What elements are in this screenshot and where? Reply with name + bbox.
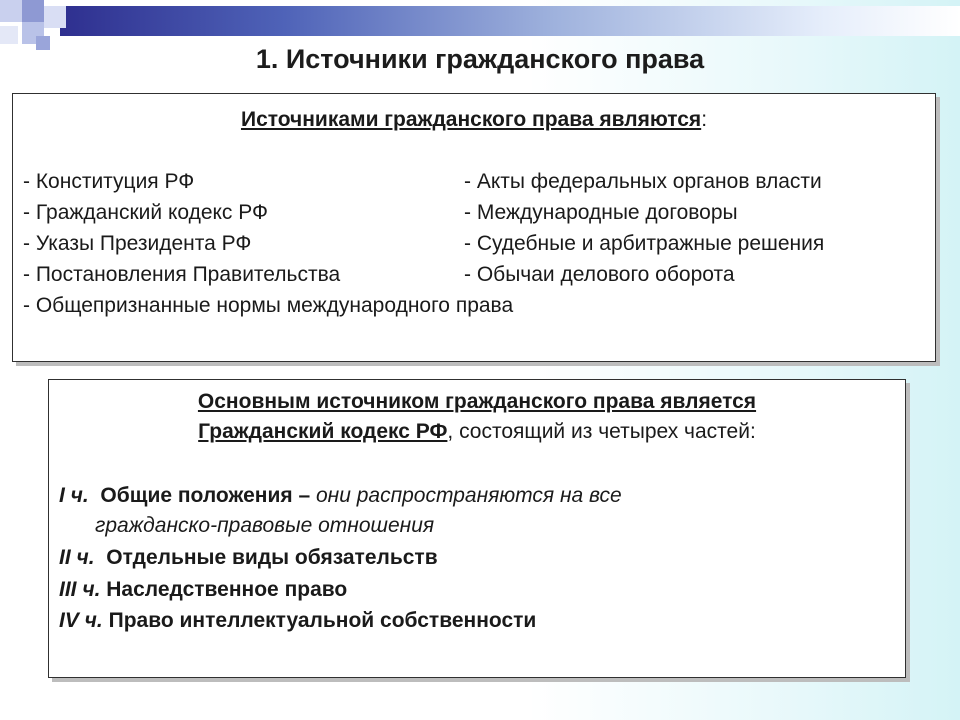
part-number: I ч. [59,484,89,507]
part-number: II ч. [59,546,95,569]
list-item: - Указы Президента РФ [23,232,252,255]
code-part-1-note-continued [95,514,434,538]
part-note: они распространяются на все [315,484,622,507]
part-name: Право интеллектуальной собственности [108,609,537,632]
code-part-4 [59,609,536,633]
sources-heading [13,108,935,132]
header-gradient-bar [60,6,960,36]
list-item: - Гражданский кодекс РФ [23,201,269,224]
civil-code-heading [49,390,905,414]
civil-code-heading-text: Основным источником гражданского права является [197,390,757,413]
part-name: Наследственное право [106,578,348,601]
list-item: - Обычаи делового оборота [464,263,735,286]
decorative-square [0,0,22,22]
civil-code-box [48,379,906,678]
list-item: - Постановления Правительства [23,263,341,286]
list-item: - Общепризнанные нормы международного права [23,294,514,317]
list-item: - Судебные и арбитражные решения [464,232,825,255]
code-part-1 [59,484,622,508]
civil-code-description: , состоящий из четырех частей: [447,420,756,443]
code-part-3 [59,578,347,602]
part-name: Общие положения – [100,484,311,507]
list-item: - Акты федеральных органов власти [464,170,822,193]
part-note: гражданско-правовые отношения [95,514,435,537]
civil-code-subheading [49,420,905,444]
decorative-square [22,0,44,22]
code-part-2 [59,546,438,570]
sources-list-left [23,166,513,321]
part-number: III ч. [59,578,101,601]
decorative-square [44,6,66,28]
sources-list-right [464,166,824,290]
sources-box [12,93,936,362]
sources-heading-text: Источниками гражданского права являются [240,108,702,131]
decorative-square [0,26,18,44]
slide-title: 1. Источники гражданского права [255,44,705,74]
list-item: - Международные договоры [464,201,738,224]
sources-heading-colon: : [701,108,708,131]
civil-code-name: Гражданский кодекс РФ [198,420,448,443]
list-item: - Конституция РФ [23,170,195,193]
part-name: Отдельные виды обязательств [106,546,438,569]
part-number: IV ч. [59,609,103,632]
